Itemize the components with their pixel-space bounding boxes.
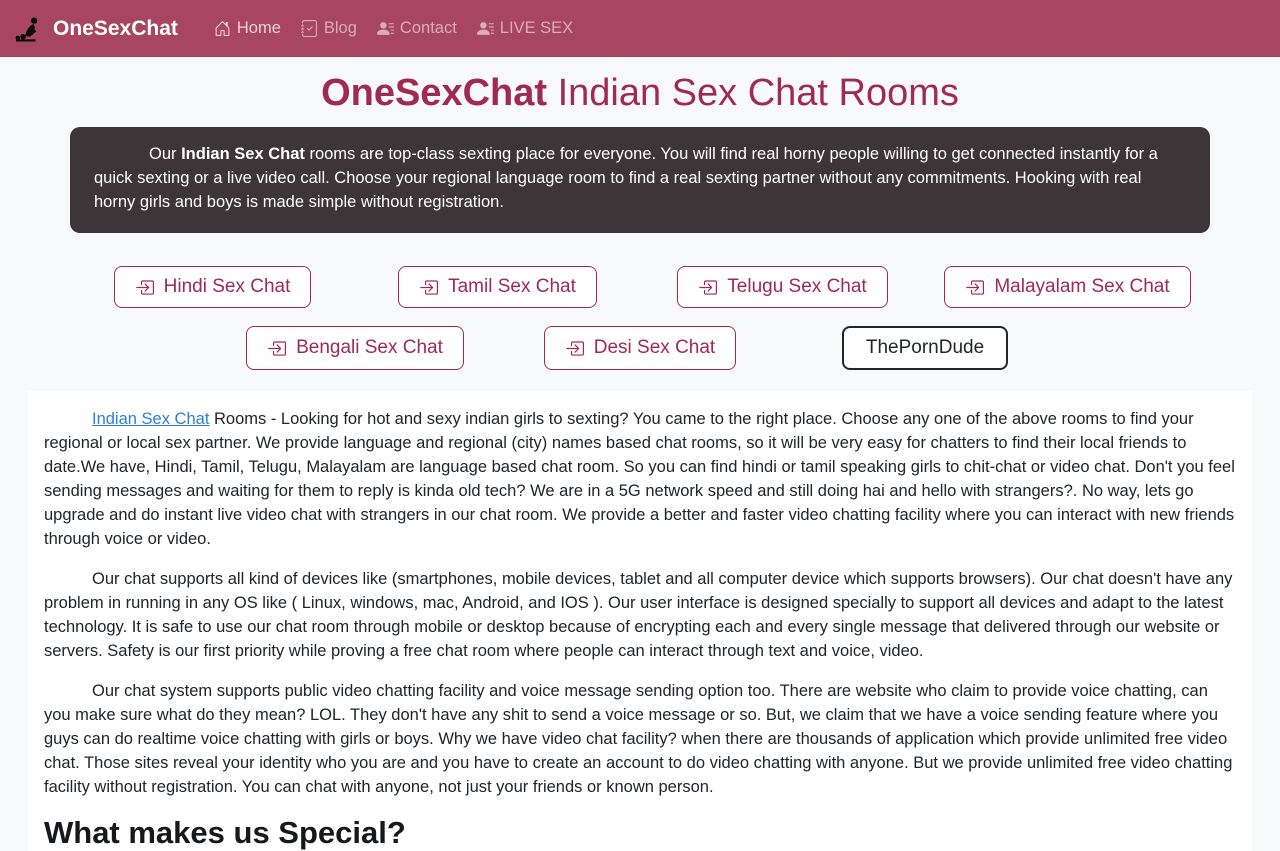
nav-item-blog[interactable] — [291, 11, 367, 46]
room-cell — [213, 317, 498, 379]
room-button-label: Malayalam Sex Chat — [994, 276, 1170, 297]
nav-item-contact[interactable] — [367, 11, 467, 46]
navbar — [0, 0, 1280, 57]
room-cell — [355, 257, 640, 317]
intro-text — [94, 142, 1186, 214]
brand-label: OneSexChat — [53, 16, 178, 40]
person-lines-icon — [477, 20, 494, 37]
box-arrow-in-right-icon — [419, 278, 438, 297]
box-arrow-in-right-icon — [267, 339, 286, 358]
hindi-sex-chat-button[interactable] — [114, 266, 312, 308]
intro-bold: Indian Sex Chat — [181, 145, 305, 163]
nav-item-label: LIVE SEX — [499, 19, 574, 37]
content-card — [28, 391, 1252, 851]
journal-check-icon — [301, 20, 318, 37]
nav-item-label: Blog — [323, 19, 357, 37]
intro-rest: rooms are top-class sexting place for everyone. You will find real horny people willing to get connected instantly for a quick sexting or a live video call. Choose your regional language room to find a real sexting partner without any commitments. Hooking with real horny girls and boys is made simple without registration. — [94, 145, 1158, 211]
box-arrow-in-right-icon — [135, 278, 154, 297]
room-button-label: Bengali Sex Chat — [296, 337, 443, 358]
room-button-label: Tamil Sex Chat — [448, 276, 576, 297]
room-button-label: Telugu Sex Chat — [727, 276, 867, 297]
intro-lead: Our — [149, 145, 182, 163]
rooms-grid — [70, 257, 1210, 379]
room-button-label: Desi Sex Chat — [593, 337, 716, 358]
theporndude-button[interactable] — [842, 326, 1008, 370]
nav-item-live-sex[interactable] — [467, 11, 583, 46]
house-icon — [214, 20, 231, 37]
logo-icon — [14, 16, 44, 42]
room-cell — [640, 257, 925, 317]
room-cell — [498, 317, 783, 379]
nav-item-label: Contact — [399, 19, 457, 37]
page-title-rest: Indian Sex Chat Rooms — [547, 72, 959, 114]
room-button-label: Hindi Sex Chat — [163, 276, 291, 297]
article-paragraph-1-text: Rooms - Looking for hot and sexy indian girls to sexting? You came to the right place. Choose any one of the above rooms to find your regional or local sex partner. We provide language and regional (city) names based chat rooms, so it will be very easy for chatters to find their local friends to date.We have, Hindi, Tamil, Telugu, Malayalam are language based chat room. So you can find hindi or tamil speaking girls to chit-chat or video chat. Don't you feel sending messages and waiting for them to reply is kinda old tech? We are in a 5G network speed and still doing hai and hello with strangers?. No way, lets go upgrade and do instant live video chat with strangers in our chat room. We provide a better and faster video chatting facility where you can interact with new friends through voice or video. — [44, 410, 1235, 548]
section-heading-special: What makes us Special? — [44, 815, 406, 850]
brand-link[interactable] — [14, 16, 178, 42]
page-title — [0, 71, 1280, 115]
malayalam-sex-chat-button[interactable] — [944, 266, 1190, 308]
telugu-sex-chat-button[interactable] — [677, 266, 887, 308]
room-cell — [70, 257, 355, 317]
desi-sex-chat-button[interactable] — [544, 326, 736, 370]
intro-box — [70, 127, 1210, 233]
external-link-label: ThePornDude — [865, 337, 985, 358]
nav-item-home[interactable] — [204, 11, 291, 46]
bengali-sex-chat-button[interactable] — [246, 326, 464, 370]
box-arrow-in-right-icon — [698, 278, 717, 297]
room-cell — [925, 257, 1210, 317]
indian-sex-chat-link[interactable]: Indian Sex Chat — [92, 410, 210, 428]
page-title-brand: OneSexChat — [321, 72, 548, 114]
article-paragraph-2: Our chat supports all kind of devices like (smartphones, mobile devices, tablet and all computer device which supports browsers). Our chat doesn't have any problem in running in any OS like ( Linux, windows, mac, Android, and IOS ). Our user interface is designed specially to support all devices and adapt to the latest technology. It is safe to use our chat room through mobile or desktop because of encrypting each and every single message that delivered through our website or servers. Safety is our first priority while proving a free chat room where people can interact through text and voice, video. — [44, 570, 1233, 660]
article-paragraph-3: Our chat system supports public video chatting facility and voice message sending option too. There are website who claim to provide voice chatting, can you make sure what do they mean? LOL. They don't have any shit to send a voice message or so. But, we claim that we have a voice sending feature where you guys can do realtime voice chatting with girls or boys. Why we have video chat facility? when there are thousands of application which provide unlimited free video chat. Those sites reveal your identity who you are and you have to create an account to do video chatting with anyone. But we provide unlimited free video chatting facility without registration. You can chat with anyone, not just your friends or known person. — [44, 682, 1233, 796]
nav-item-label: Home — [236, 19, 281, 37]
box-arrow-in-right-icon — [965, 278, 984, 297]
tamil-sex-chat-button[interactable] — [398, 266, 597, 308]
room-cell — [783, 317, 1068, 379]
article-paragraph-1 — [44, 407, 1236, 551]
box-arrow-in-right-icon — [565, 339, 584, 358]
person-lines-icon — [377, 20, 394, 37]
